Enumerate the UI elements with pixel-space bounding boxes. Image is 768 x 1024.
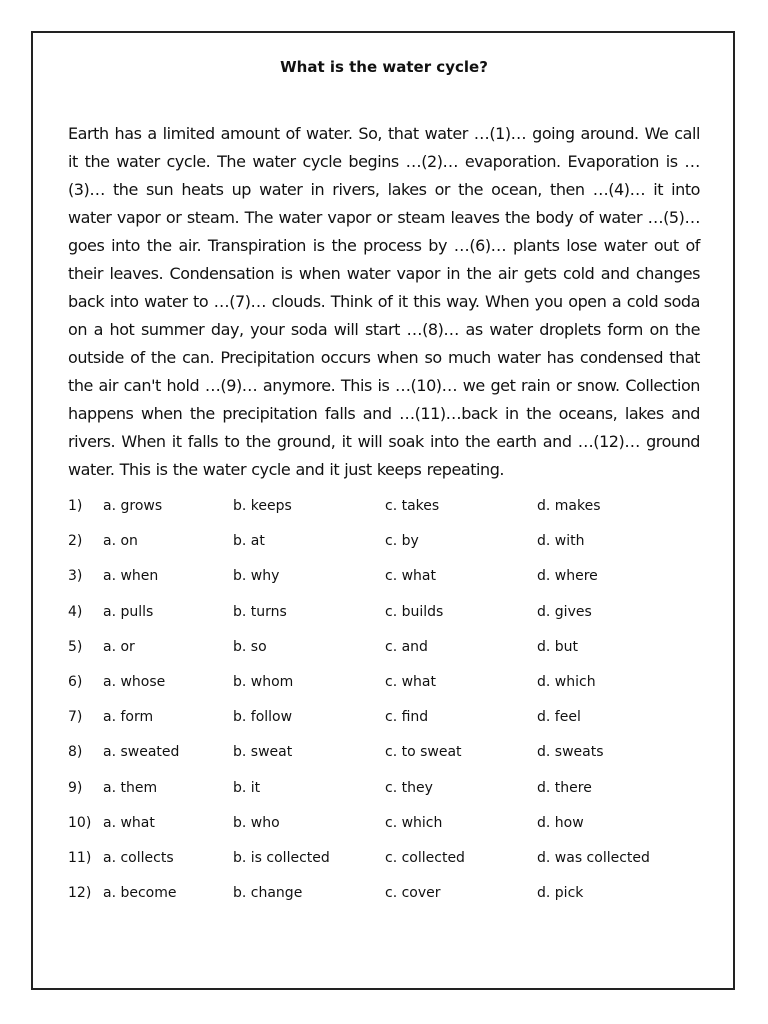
option-a: a. on (103, 533, 138, 550)
option-c: c. find (385, 709, 429, 726)
option-b: b. why (233, 568, 280, 585)
option-a: a. or (103, 638, 135, 655)
option-a: a. grows (103, 498, 163, 514)
option-c: c. what (385, 568, 436, 585)
question-number: 10) (68, 814, 92, 831)
option-b: b. is collected (233, 849, 330, 866)
question-row (68, 881, 708, 916)
option-d: d. with (537, 533, 585, 550)
question-row (68, 811, 708, 846)
option-a: a. pulls (103, 603, 154, 620)
option-a: a. sweated (103, 744, 180, 761)
option-c: c. they (385, 779, 433, 796)
option-b: b. so (233, 638, 267, 655)
question-row (68, 846, 708, 881)
option-d: d. there (537, 779, 592, 796)
option-a: a. when (103, 568, 159, 585)
question-row (68, 670, 708, 705)
question-number: 5) (68, 638, 83, 655)
question-row (68, 705, 708, 740)
option-c: c. and (385, 638, 428, 655)
option-d: d. gives (537, 603, 592, 620)
option-d: d. pick (537, 885, 584, 902)
option-a: a. them (103, 779, 158, 796)
question-number: 9) (68, 779, 83, 796)
question-number: 1) (68, 498, 83, 514)
option-d: d. was collected (537, 849, 650, 866)
question-number: 8) (68, 744, 83, 761)
option-c: c. to sweat (385, 744, 462, 761)
option-a: a. form (103, 709, 154, 726)
question-row (68, 564, 708, 599)
question-row (68, 494, 708, 529)
question-row (68, 600, 708, 635)
option-c: c. by (385, 533, 419, 550)
option-b: b. turns (233, 603, 287, 620)
option-d: d. how (537, 814, 584, 831)
option-b: b. change (233, 885, 303, 902)
question-list (68, 494, 708, 916)
question-number: 12) (68, 885, 92, 902)
reading-passage: Earth has a limited amount of water. So, that water …(1)… going around. We call it the water cycle. The water cycle begins …(2)… evaporation. Evaporation is …(3)… the sun heats up water in rivers, lakes or the ocean, then …(4)… it into water vapor or steam. The water vapor or steam leaves the body of water …(5)… goes into the air. Transpiration is the process by …(6)… plants lose water out of their leaves. Condensation is when water vapor in the air gets cold and changes back into water to …(7)… clouds. Think of it this way. When you open a cold soda on a hot summer day, your soda will start …(8)… as water droplets form on the outside of the can. Precipitation occurs when so much water has condensed that the air can't hold …(9)… anymore. This is …(10)… we get rain or snow. Collection happens when the precipitation falls and …(11)…back in the oceans, lakes and rivers. When it falls to the ground, it will soak into the earth and …(12)… ground water. This is the water cycle and it just keeps repeating. (68, 124, 700, 479)
option-b: b. follow (233, 709, 293, 726)
question-row (68, 529, 708, 564)
option-c: c. collected (385, 849, 465, 866)
option-b: b. it (233, 779, 261, 796)
option-c: c. takes (385, 498, 440, 514)
option-c: c. builds (385, 603, 444, 620)
question-number: 6) (68, 673, 83, 690)
question-number: 7) (68, 709, 83, 726)
question-number: 2) (68, 533, 83, 550)
option-c: c. what (385, 673, 436, 690)
option-d: d. feel (537, 709, 581, 726)
option-a: a. whose (103, 673, 166, 690)
option-a: a. collects (103, 849, 174, 866)
option-a: a. what (103, 814, 155, 831)
option-b: b. at (233, 533, 265, 550)
question-row (68, 776, 708, 811)
question-row (68, 635, 708, 670)
option-c: c. cover (385, 885, 441, 902)
option-d: d. which (537, 673, 596, 690)
page-title: What is the water cycle? (280, 58, 488, 76)
question-row (68, 740, 708, 775)
option-d: d. but (537, 638, 579, 655)
question-number: 4) (68, 603, 83, 620)
option-b: b. who (233, 814, 280, 831)
option-b: b. sweat (233, 744, 293, 761)
option-d: d. where (537, 568, 598, 585)
option-c: c. which (385, 814, 443, 831)
option-b: b. whom (233, 673, 294, 690)
option-a: a. become (103, 885, 177, 902)
option-b: b. keeps (233, 498, 292, 514)
option-d: d. sweats (537, 744, 604, 761)
option-d: d. makes (537, 498, 601, 514)
question-number: 3) (68, 568, 83, 585)
question-number: 11) (68, 849, 92, 866)
